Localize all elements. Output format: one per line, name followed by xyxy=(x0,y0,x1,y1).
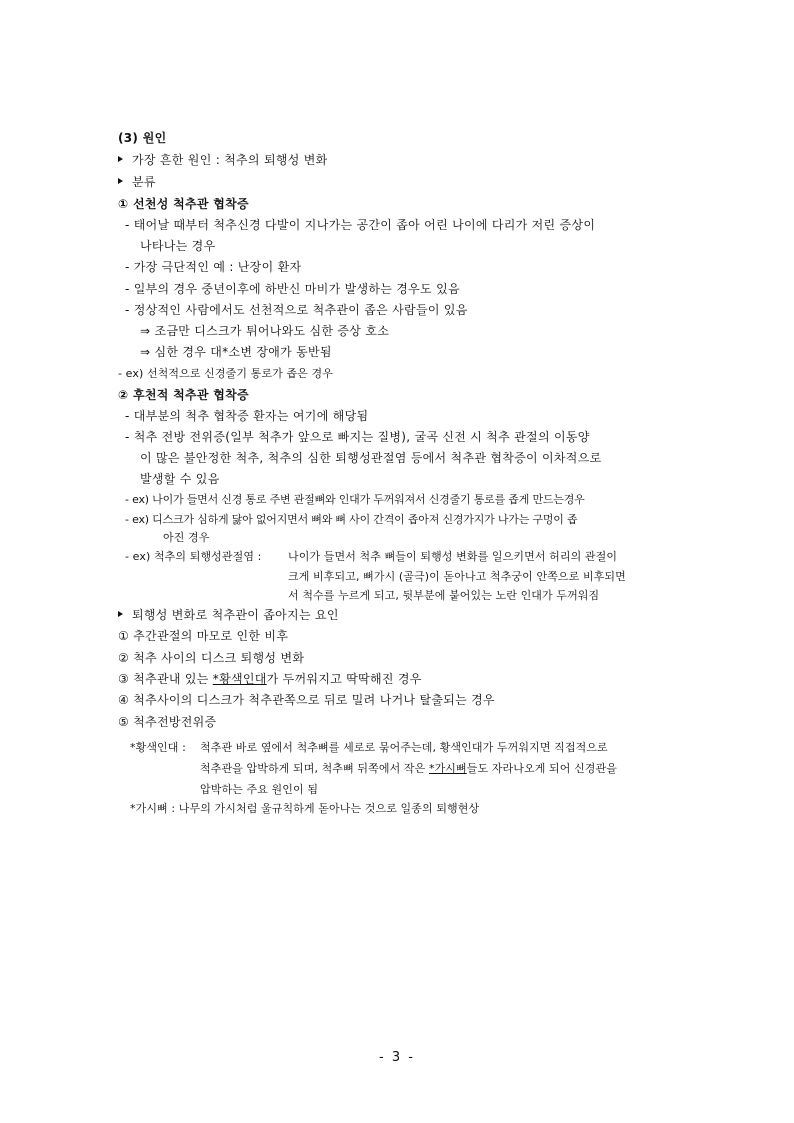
factor-item xyxy=(118,671,422,687)
text-line: - ex) 나이가 들면서 신경 통로 주변 관절뼈와 인대가 두꺼워져서 신경줄기 통로를 좁게 만드는경우 xyxy=(125,493,585,506)
text-line: - 일부의 경우 중년이후에 하반신 마비가 발생하는 경우도 있음 xyxy=(125,282,460,296)
footnote-text: 척추관 바로 옆에서 척추뼈를 세로로 묶어주는데, 황색인대가 두꺼워지면 직접적으로 xyxy=(200,741,608,754)
bullet-text: 분류 xyxy=(132,175,156,189)
subsection-title: ② 후천적 척추관 협착증 xyxy=(118,388,249,402)
text-line: - ex) 척추의 퇴행성관절염 : xyxy=(125,550,262,563)
footnote-text xyxy=(200,761,617,777)
text-line: - 태어날 때부터 척추신경 다발이 지나가는 공간이 좁아 어린 나이에 다리가 저린 증상이 xyxy=(125,218,596,232)
text-line: 나타나는 경우 xyxy=(140,239,216,253)
text-line: - ex) 선척적으로 신경줄기 통로가 좁은 경우 xyxy=(118,367,333,380)
factor-item: ④ 척추사이의 디스크가 척추관쪽으로 뒤로 밀려 나거나 탈출되는 경우 xyxy=(118,693,495,707)
factor-text: 가 두꺼워지고 딱딱해진 경우 xyxy=(266,672,422,686)
footnote-text-part: 척추관을 압박하게 되며, 척추뼈 뒤쪽에서 작은 xyxy=(200,762,429,775)
text-line: 서 척수를 누르게 되고, 뒷부분에 붙어있는 노란 인대가 두꺼워짐 xyxy=(288,589,600,602)
text-line: ⇒ 심한 경우 대*소변 장애가 동반됨 xyxy=(140,345,332,359)
text-line: 아진 경우 xyxy=(163,531,210,544)
footnote-term: *황색인대 : xyxy=(130,741,186,754)
text-line: 나이가 들면서 척추 뼈들이 퇴행성 변화를 일으키면서 허리의 관절이 xyxy=(288,550,618,563)
underlined-term: *가시뼈 xyxy=(428,762,467,775)
bullet-item xyxy=(118,174,156,190)
footnote-text-part: 들도 자라나오게 되어 신경관을 xyxy=(466,762,617,775)
text-line: 발생할 수 있음 xyxy=(140,472,220,486)
footnote-text: *가시뼈 : 나무의 가시처럼 울규칙하게 돋아나는 것으로 일종의 퇴행현상 xyxy=(130,802,480,815)
text-line: ⇒ 조금만 디스크가 튀어나와도 심한 증상 호소 xyxy=(140,324,390,338)
page-number: - 3 - xyxy=(379,1050,415,1065)
underlined-term: *황색인대 xyxy=(212,672,267,686)
text-line: - ex) 디스크가 심하게 닳아 없어지면서 뼈와 뼈 사이 간격이 좁아져 신경가지가 나가는 구멍이 좁 xyxy=(125,513,578,526)
factor-text: ③ 척추관내 있는 xyxy=(118,672,213,686)
text-line: - 가장 극단적인 예 : 난장이 환자 xyxy=(125,260,302,274)
triangle-bullet-icon xyxy=(118,611,123,617)
subsection-title: ① 선천성 척추관 협착증 xyxy=(118,197,249,211)
text-line: - 대부분의 척추 협착증 환자는 여기에 해당됨 xyxy=(125,409,369,423)
triangle-bullet-icon xyxy=(118,178,123,184)
bullet-text: 퇴행성 변화로 척추관이 좁아지는 요인 xyxy=(132,608,339,622)
factor-item: ⑤ 척추전방전위증 xyxy=(118,715,217,729)
bullet-item xyxy=(118,607,339,623)
text-line: - 척추 전방 전위증(일부 척추가 앞으로 빠지는 질병), 굴곡 신전 시 척추 관절의 이동양 xyxy=(125,430,590,444)
footnote-text: 압박하는 주요 원인이 됨 xyxy=(200,783,319,796)
section-heading: (3) 원인 xyxy=(118,131,167,145)
text-line: 크게 비후되고, 뼈가시 (골극)이 돋아나고 척추궁이 안쪽으로 비후되면 xyxy=(288,570,626,583)
bullet-item xyxy=(118,152,328,168)
factor-item: ② 척추 사이의 디스크 퇴행성 변화 xyxy=(118,651,305,665)
text-line: 이 많은 불안정한 척추, 척추의 심한 퇴행성관절염 등에서 척추관 협착증이 이차적으로 xyxy=(140,451,602,465)
text-line: - 정상적인 사람에서도 선천적으로 척추관이 좁은 사람들이 있음 xyxy=(125,303,468,317)
bullet-text: 가장 흔한 원인 : 척추의 퇴행성 변화 xyxy=(132,153,328,167)
factor-item: ① 추간관절의 마모로 인한 비후 xyxy=(118,629,289,643)
triangle-bullet-icon xyxy=(118,156,123,162)
